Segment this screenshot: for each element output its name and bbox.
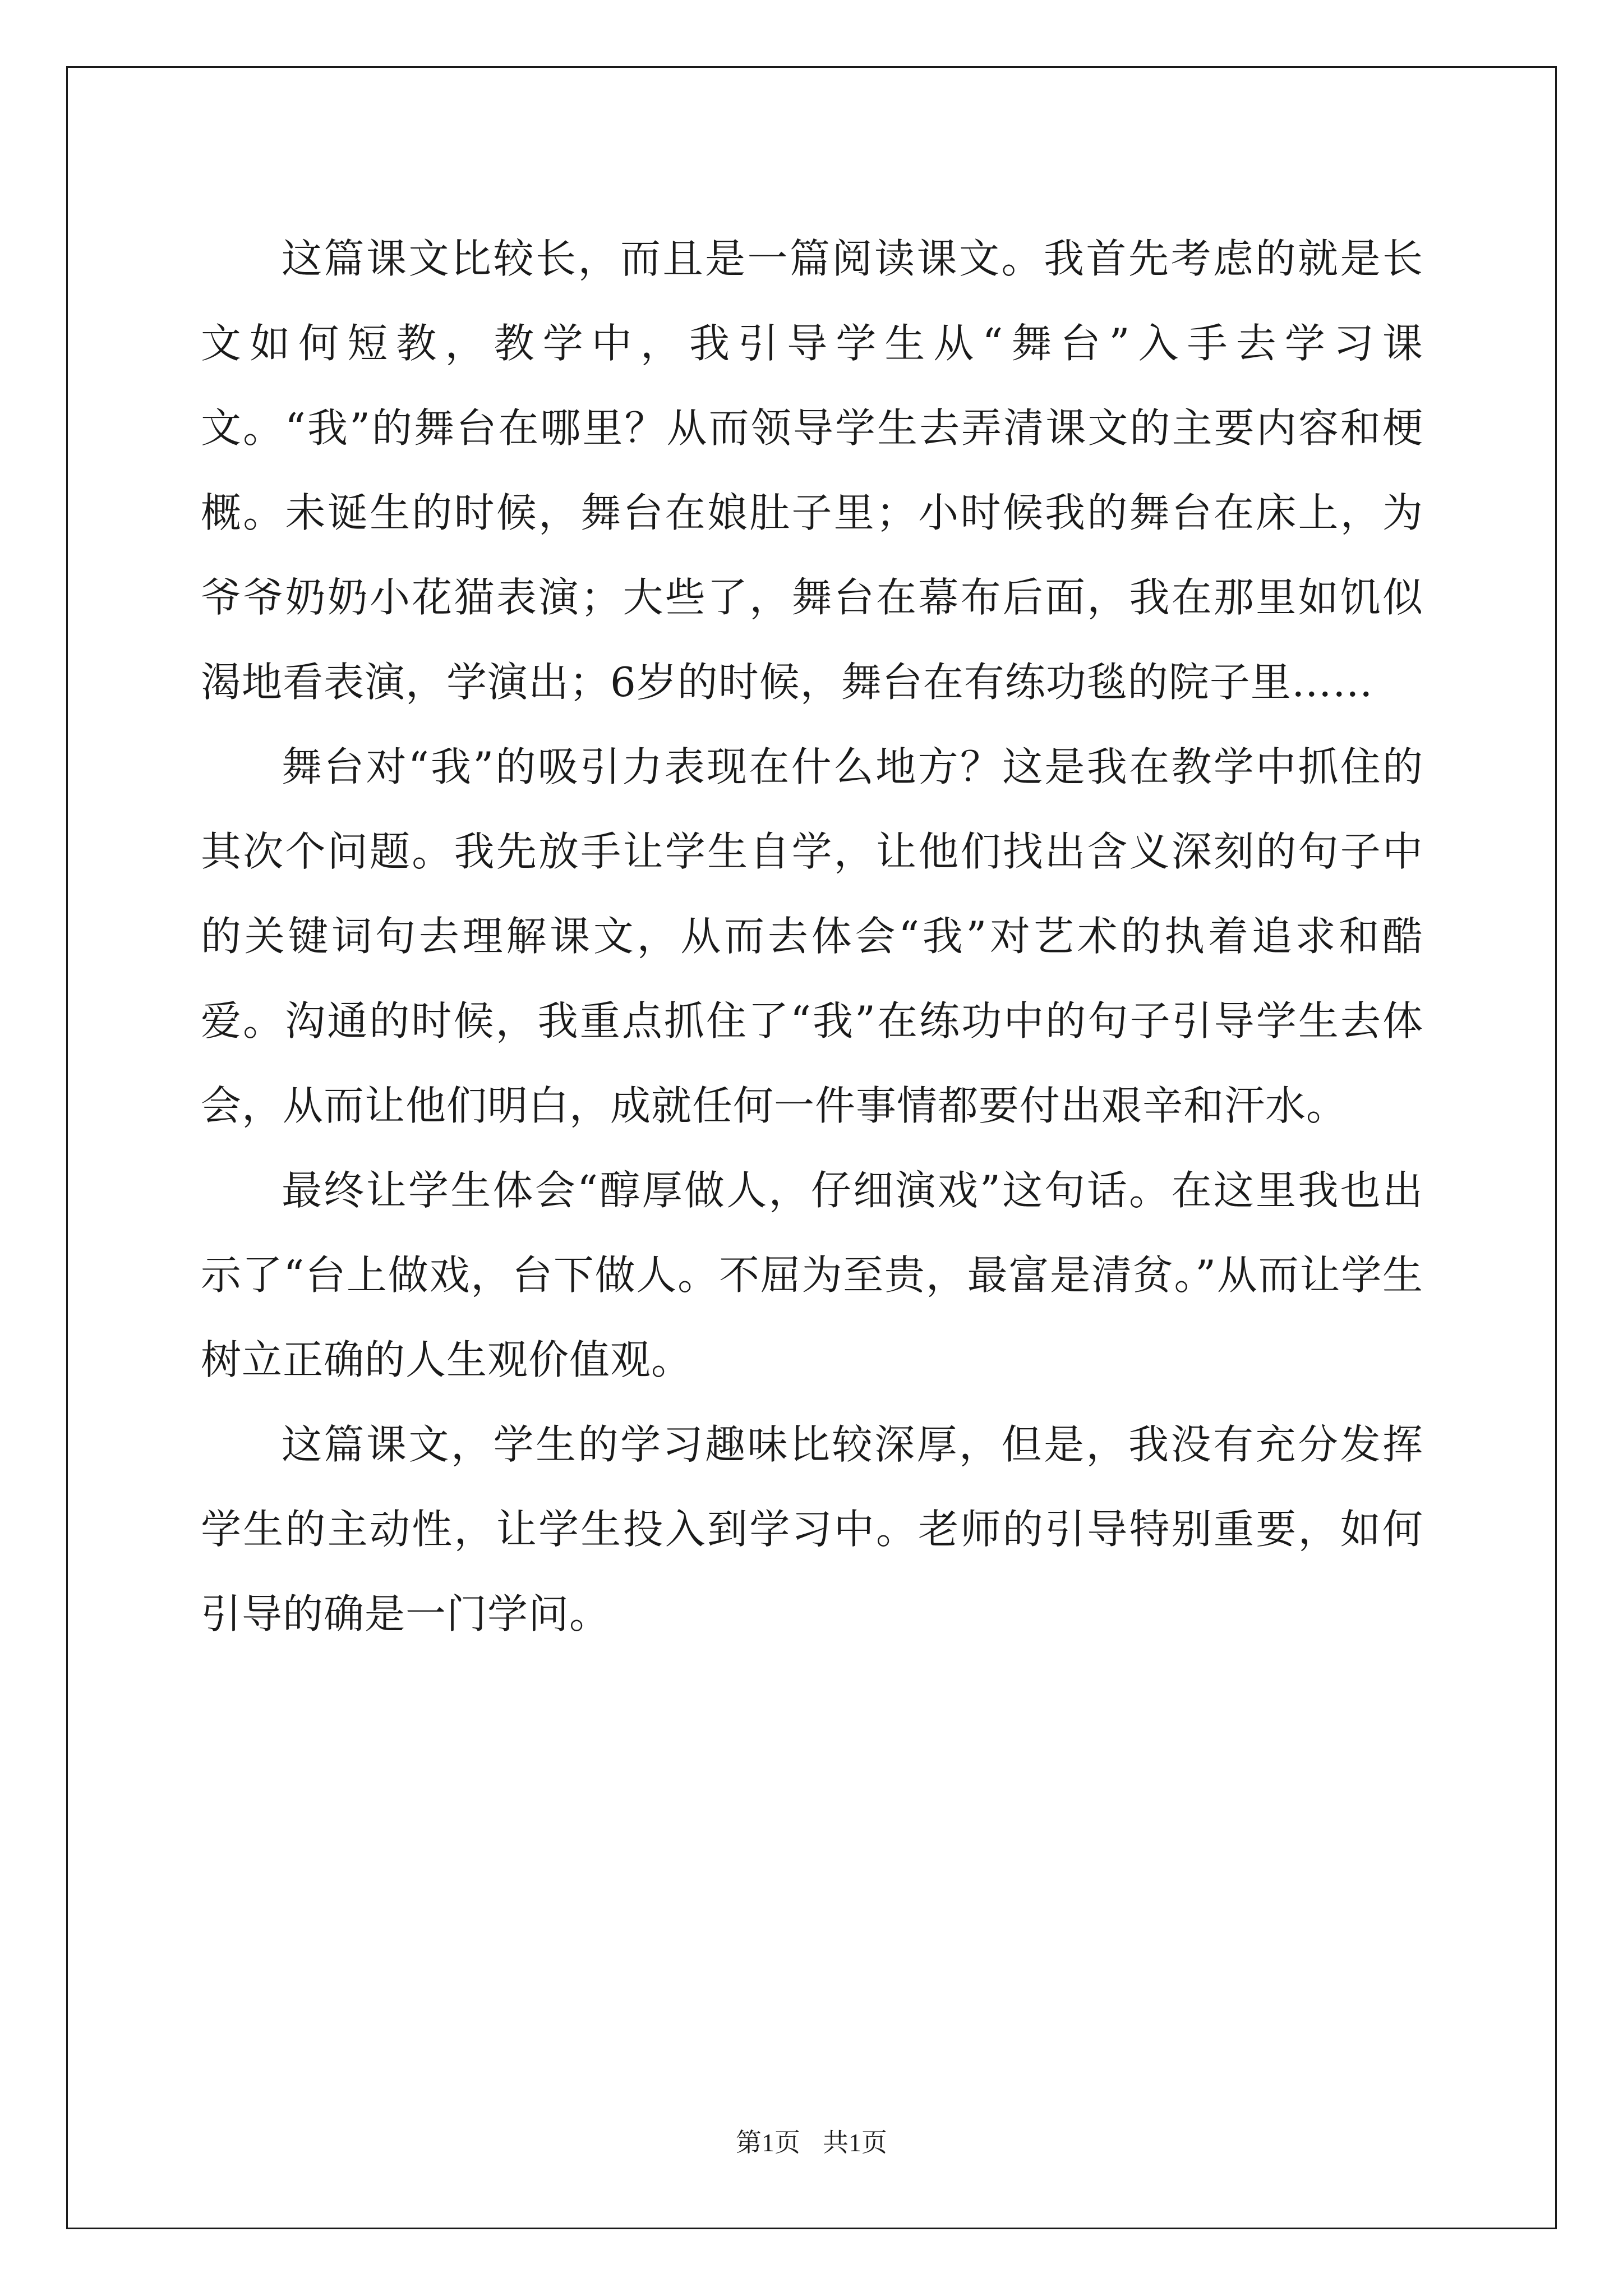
page-number: 第1页 <box>736 2128 800 2157</box>
paragraph-1: 这篇课文比较长，而且是一篇阅读课文。我首先考虑的就是长文如何短教，教学中，我引导学生从“舞台”入手去学习课文。“我”的舞台在哪里？从而领导学生去弄清课文的主要内容和梗概。未诞生的时候，舞台在娘肚子里；小时候我的舞台在床上，为爷爷奶奶小花猫表演；大些了，舞台在幕布后面，我在那里如饥似渴地看表演，学演出；6岁的时候，舞台在有练功毯的院子里…… <box>201 235 1423 706</box>
page-total: 共1页 <box>823 2128 887 2157</box>
document-body <box>201 217 1423 1657</box>
page-footer <box>0 2126 1623 2160</box>
paragraph-3: 最终让学生体会“醇厚做人，仔细演戏”这句话。在这里我也出示了“台上做戏，台下做人。不屈为至贵，最富是清贫。”从而让学生树立正确的人生观价值观。 <box>201 1167 1423 1383</box>
paragraph-4: 这篇课文，学生的学习趣味比较深厚，但是，我没有充分发挥学生的主动性，让学生投入到学习中。老师的引导特别重要，如何引导的确是一门学问。 <box>201 1421 1423 1637</box>
paragraph-2: 舞台对“我”的吸引力表现在什么地方？这是我在教学中抓住的其次个问题。我先放手让学生自学，让他们找出含义深刻的句子中的关键词句去理解课文，从而去体会“我”对艺术的执着追求和酷爱。沟通的时候，我重点抓住了“我”在练功中的句子引导学生去体会，从而让他们明白，成就任何一件事情都要付出艰辛和汗水。 <box>201 743 1423 1129</box>
